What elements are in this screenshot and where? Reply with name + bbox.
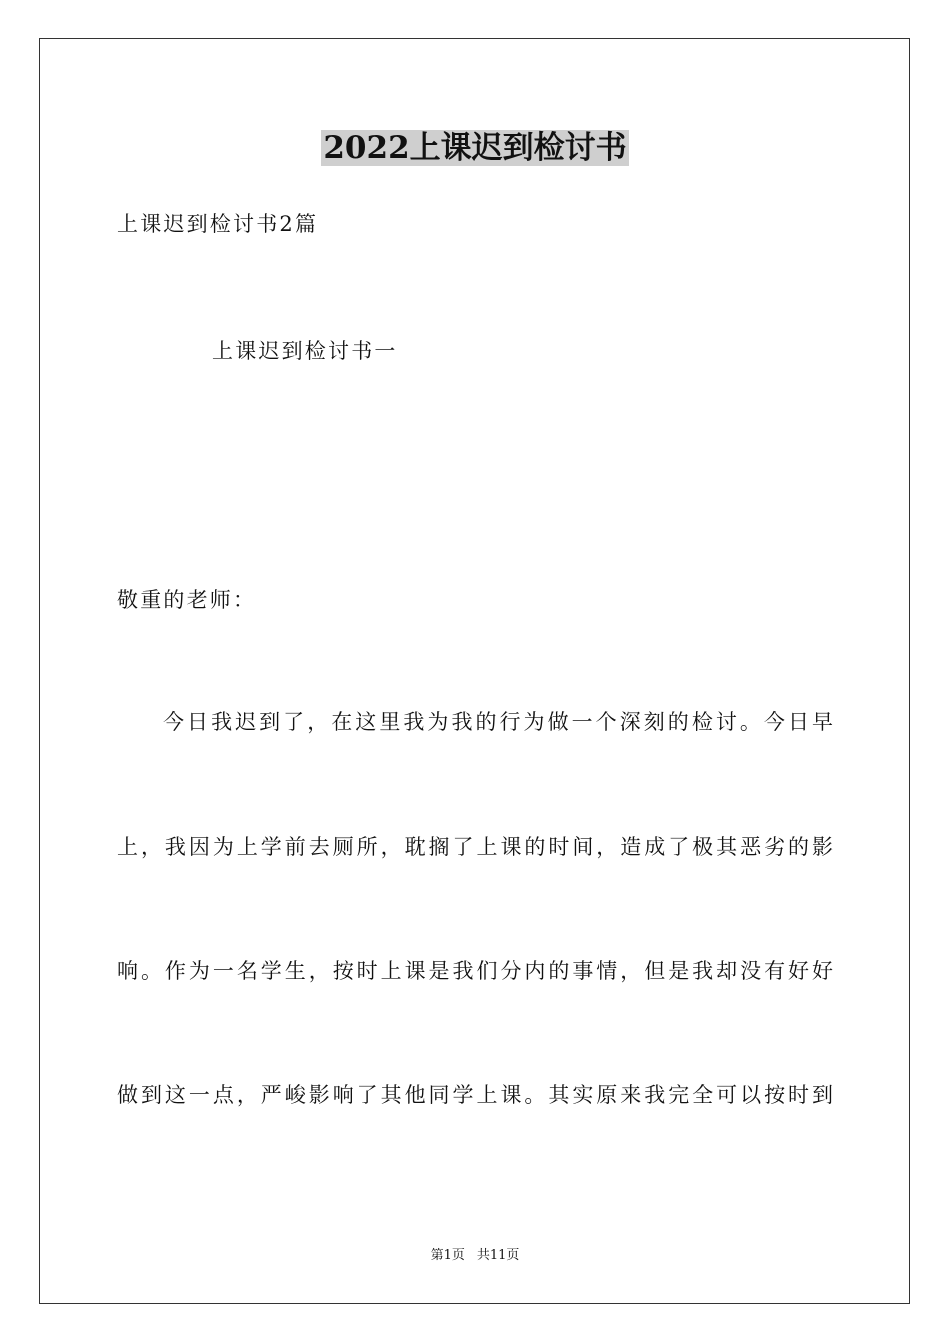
section-heading: 上课迟到检讨书一 (212, 339, 398, 363)
body-line: 今日我迟到了，在这里我为我的行为做一个深刻的检讨。今日早 (163, 710, 833, 734)
page-total: 共11页 (476, 1248, 520, 1263)
page-number: 第1页 (430, 1248, 465, 1263)
body-line: 上，我因为上学前去厕所，耽搁了上课的时间，造成了极其恶劣的影 (117, 835, 833, 859)
body-line: 做到这一点，严峻影响了其他同学上课。其实原来我完全可以按时到 (117, 1083, 833, 1107)
page-footer (0, 1247, 950, 1265)
document-subtitle: 上课迟到检讨书2篇 (117, 212, 319, 236)
document-title-text: 2022上课迟到检讨书 (323, 130, 627, 166)
document-title (0, 126, 950, 170)
body-line: 响。作为一名学生，按时上课是我们分内的事情，但是我却没有好好 (117, 959, 833, 983)
salutation: 敬重的老师： (117, 588, 257, 612)
